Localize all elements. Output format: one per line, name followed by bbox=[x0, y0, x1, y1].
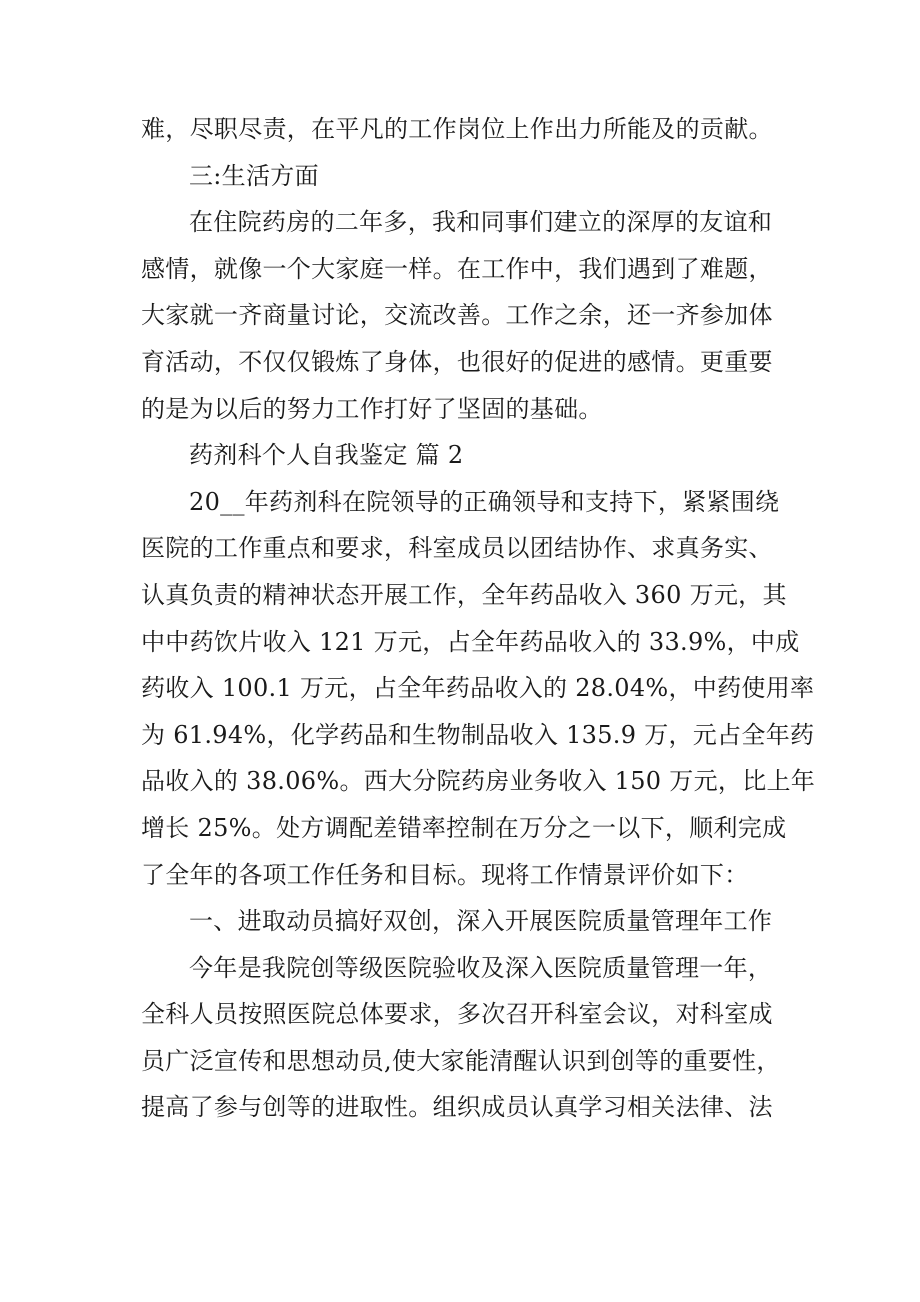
text-line: 20__年药剂科在院领导的正确领导和支持下，紧紧围绕 bbox=[189, 487, 780, 516]
text-line: 为 61.94%，化学药品和生物制品收入 135.9 万，元占全年药 bbox=[141, 720, 815, 749]
section-heading: 一、进取动员搞好双创，深入开展医院质量管理年工作 bbox=[189, 907, 773, 936]
text-line: 今年是我院创等级医院验收及深入医院质量管理一年， bbox=[189, 953, 773, 982]
text-line: 药收入 100.1 万元，占全年药品收入的 28.04%，中药使用率 bbox=[141, 674, 815, 703]
text-line: 育活动，不仅仅锻炼了身体，也很好的促进的感情。更重要 bbox=[141, 347, 773, 376]
text-line: 大家就一齐商量讨论，交流改善。工作之余，还一齐参加体 bbox=[141, 301, 773, 330]
text-line: 医院的工作重点和要求，科室成员以团结协作、求真务实、 bbox=[141, 534, 773, 563]
text-line: 的是为以后的努力工作打好了坚固的基础。 bbox=[141, 394, 603, 423]
text-line: 品收入的 38.06%。西大分院药房业务收入 150 万元，比上年 bbox=[141, 767, 816, 796]
text-line: 员广泛宣传和思想动员,使大家能清醒认识到创等的重要性， bbox=[141, 1046, 781, 1075]
text-line: 认真负责的精神状态开展工作，全年药品收入 360 万元，其 bbox=[141, 580, 787, 609]
section-heading: 三:生活方面 bbox=[189, 161, 319, 190]
text-line: 感情，就像一个大家庭一样。在工作中，我们遇到了难题， bbox=[141, 254, 773, 283]
document-body bbox=[141, 106, 816, 1131]
text-line: 在住院药房的二年多，我和同事们建立的深厚的友谊和 bbox=[189, 208, 773, 237]
text-line: 增长 25%。处方调配差错率控制在万分之一以下，顺利完成 bbox=[141, 813, 787, 842]
text-line: 提高了参与创等的进取性。组织成员认真学习相关法律、法 bbox=[141, 1093, 773, 1122]
text-line: 中中药饮片收入 121 万元，占全年药品收入的 33.9%，中成 bbox=[141, 627, 800, 656]
text-line: 难，尽职尽责，在平凡的工作岗位上作出力所能及的贡献。 bbox=[141, 115, 773, 143]
article-title: 药剂科个人自我鉴定 篇 2 bbox=[189, 441, 464, 470]
text-line: 了全年的各项工作任务和目标。现将工作情景评价如下： bbox=[141, 860, 749, 889]
text-line: 全科人员按照医院总体要求，多次召开科室会议，对科室成 bbox=[141, 1000, 773, 1029]
